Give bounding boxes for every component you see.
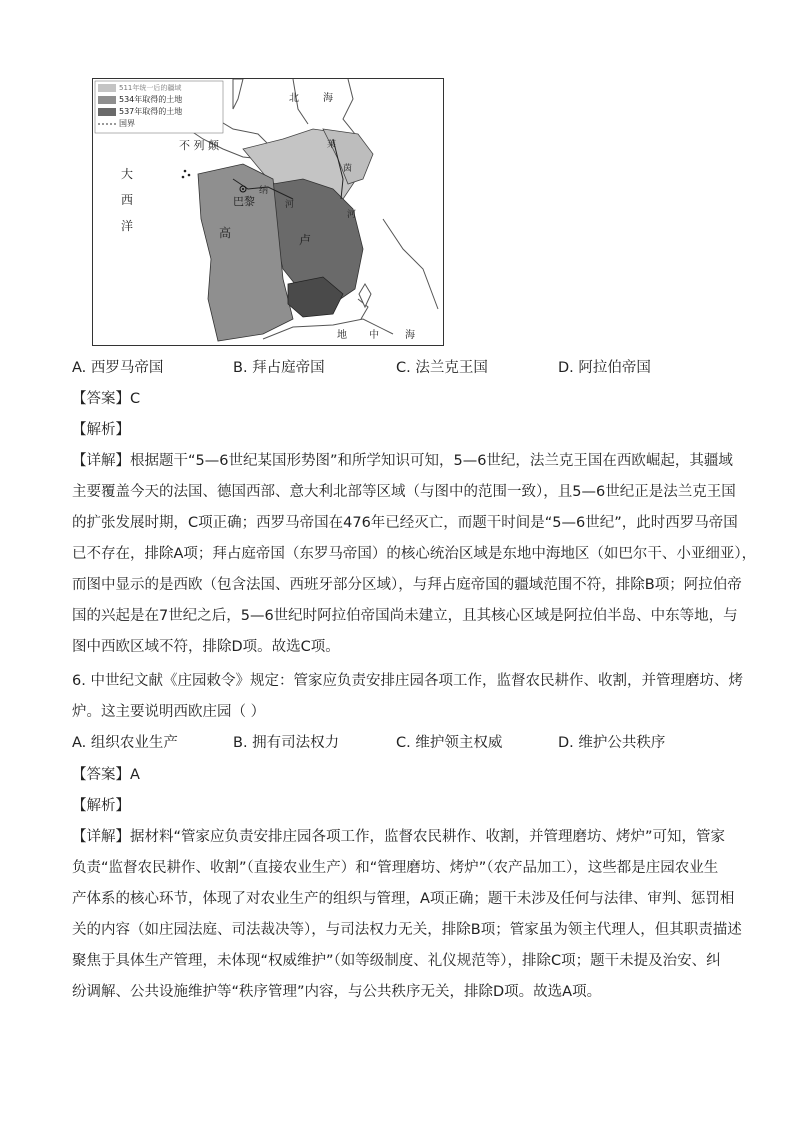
label-britain: 不 列 颠 xyxy=(179,139,219,152)
label-yin: 茵 xyxy=(343,164,353,174)
q6-detail-line: 【详解】据材料“管家应负责安排庄园各项工作，监督农民耕作、收割，并管理磨坊、烤炉”可知，管家 xyxy=(72,829,726,845)
q5-detail-line: 已不存在，排除A项；拜占庭帝国（东罗马帝国）的核心统治区域是东地中海地区（如巴尔干、小亚细亚）， xyxy=(72,546,757,562)
q6-detail-line: 聚焦于具体生产管理，未体现“权威维护”（如等级制度、礼仪规范等），排除C项；题干未提及治安、纠 xyxy=(72,953,721,969)
legend-border: 国界 xyxy=(119,119,135,128)
legend-534: 534年取得的土地 xyxy=(119,95,183,104)
legend-511: 511年统一后的疆域 xyxy=(119,84,182,92)
q5-option-d: D. 阿拉伯帝国 xyxy=(558,360,651,376)
q6-detail-line: 产体系的核心环节，体现了对农业生产的组织与管理，A项正确；题干未涉及任何与法律、审判、惩罚相 xyxy=(72,891,735,907)
label-he2: 河 xyxy=(285,200,295,210)
q6-detail-line: 负责“监督农民耕作、收割”（直接农业生产）和“管理磨坊、烤炉”（农产品加工），这些都是庄园农业生 xyxy=(72,860,719,876)
label-zhong: 中 xyxy=(369,330,379,341)
label-he: 河 xyxy=(347,210,357,220)
q5-detail-line: 【详解】根据题干“5—6世纪某国形势图”和所学知识可知，5—6世纪，法兰克王国在西欧崛起，其疆域 xyxy=(72,453,733,469)
label-sea: 海 xyxy=(323,93,333,104)
q6-answer: 【答案】A xyxy=(72,767,140,783)
q6-option-a: A. 组织农业生产 xyxy=(72,735,178,751)
label-lai: 莱 xyxy=(327,140,337,150)
historical-map xyxy=(92,78,444,346)
label-di: 地 xyxy=(337,330,347,341)
label-hai: 海 xyxy=(405,330,415,341)
label-yang: 洋 xyxy=(121,219,134,233)
q5-detail-line: 的扩张发展时期，C项正确；西罗马帝国在476年已经灭亡，而题干时间是“5—6世纪”，此时西罗马帝国 xyxy=(72,515,738,531)
q5-detail-line: 国的兴起是在7世纪之后，5—6世纪时阿拉伯帝国尚未建立，且其核心区域是阿拉伯半岛、中东等地，与 xyxy=(72,608,738,624)
label-paris: 巴黎 xyxy=(233,195,255,208)
label-gao: 高 xyxy=(219,226,232,240)
label-da: 大 xyxy=(121,167,134,181)
q5-option-b: B. 拜占庭帝国 xyxy=(233,360,325,376)
label-xi: 西 xyxy=(121,193,134,207)
q6-analysis-label: 【解析】 xyxy=(72,798,130,814)
label-lu: 卢 xyxy=(299,233,312,247)
label-na: 纳 xyxy=(259,186,269,196)
q5-option-c: C. 法兰克王国 xyxy=(396,360,488,376)
legend-537: 537年取得的土地 xyxy=(119,107,183,116)
q5-answer: 【答案】C xyxy=(72,391,141,407)
q6-option-d: D. 维护公共秩序 xyxy=(558,735,666,751)
q6-stem-line: 6. 中世纪文献《庄园敕令》规定：管家应负责安排庄园各项工作，监督农民耕作、收割，并管理磨坊、烤 xyxy=(72,673,743,689)
q5-detail-line: 主要覆盖今天的法国、德国西部、意大利北部等区域（与图中的范围一致），且5—6世纪正是法兰克王国 xyxy=(72,484,736,500)
q6-detail-line: 纷调解、公共设施维护等“秩序管理”内容，与公共秩序无关，排除D项。故选A项。 xyxy=(72,984,602,1000)
q6-option-b: B. 拥有司法权力 xyxy=(233,735,340,751)
q5-analysis-label: 【解析】 xyxy=(72,422,130,438)
map-drawing xyxy=(93,79,443,345)
q6-detail-line: 关的内容（如庄园法庭、司法裁决等），与司法权力无关，排除B项；管家虽为领主代理人，但其职责描述 xyxy=(72,922,742,938)
q5-option-a: A. 西罗马帝国 xyxy=(72,360,164,376)
q5-detail-line: 而图中显示的是西欧（包含法国、西班牙部分区域），与拜占庭帝国的疆域范围不符，排除B项；阿拉伯帝 xyxy=(72,577,742,593)
label-north: 北 xyxy=(289,93,299,104)
q6-option-c: C. 维护领主权威 xyxy=(396,735,503,751)
q6-stem-line: 炉。这主要说明西欧庄园（ ） xyxy=(72,704,266,720)
q5-detail-line: 图中西欧区域不符，排除D项。故选C项。 xyxy=(72,639,340,655)
